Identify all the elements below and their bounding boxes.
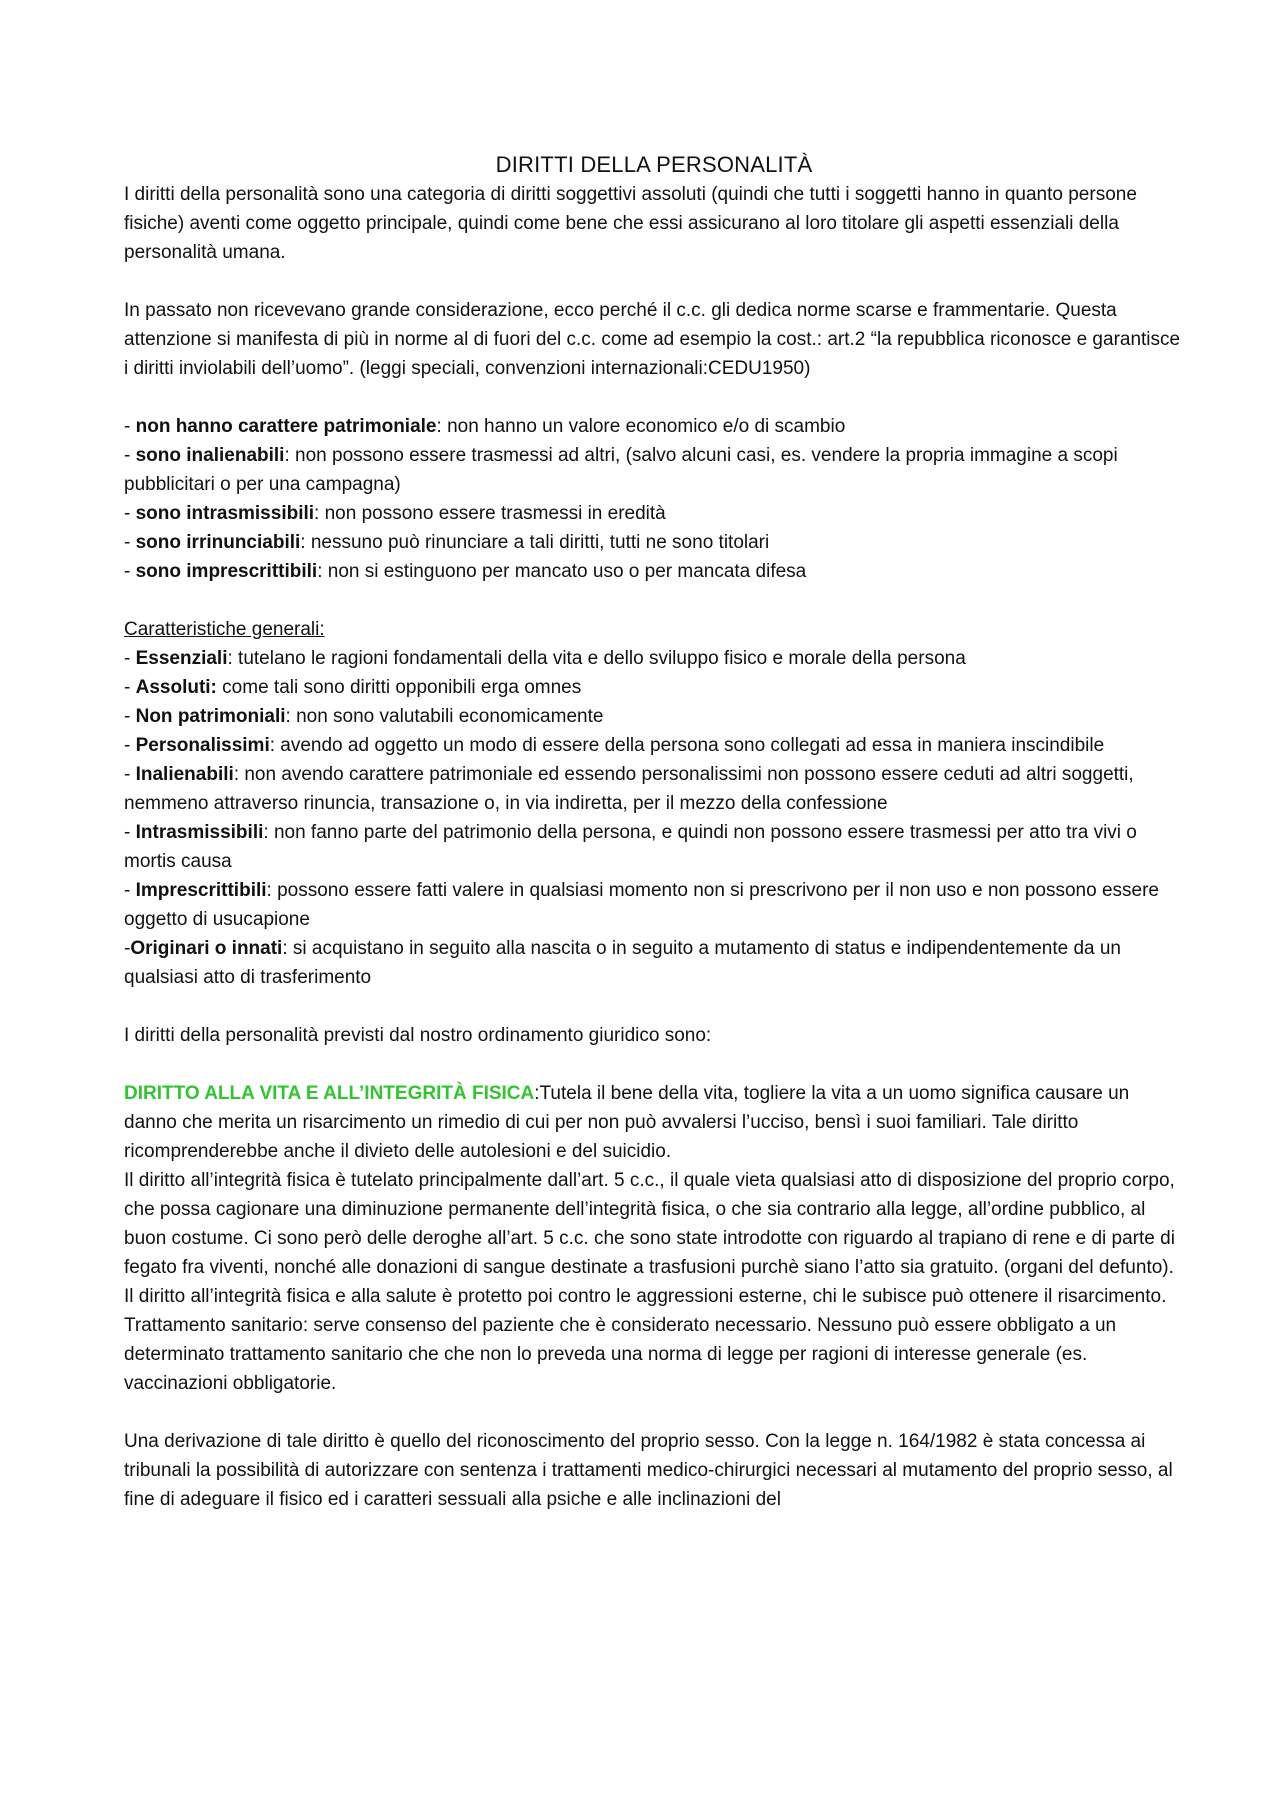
general-prefix: - [124, 880, 136, 901]
general-heading: Caratteristiche generali: [124, 619, 325, 640]
general-text: : avendo ad oggetto un modo di essere della persona sono collegati ad essa in maniera inscindibile [269, 735, 1105, 756]
right-life-paragraph-3: Il diritto all’integrità fisica e alla salute è protetto poi contro le aggressioni esterne, chi le subisce può ottenere il risarcimento. [124, 1286, 1167, 1307]
paragraph-gap [124, 383, 1184, 412]
general-item [124, 876, 1184, 934]
general-text: : si acquistano in seguito alla nascita o in seguito a mutamento di status e indipendentemente da un qualsiasi atto di trasferimento [124, 938, 1121, 988]
general-item [124, 934, 1184, 992]
feature-term: sono imprescrittibili [135, 561, 318, 582]
feature-text: : nessuno può rinunciare a tali diritti, tutti ne sono titolari [300, 532, 770, 553]
feature-term: non hanno carattere patrimoniale [135, 416, 437, 437]
paragraph-gap [124, 267, 1184, 296]
feature-term: sono irrinunciabili [135, 532, 301, 553]
feature-item [124, 412, 1184, 441]
general-term: Imprescrittibili [135, 880, 267, 901]
feature-prefix: - [124, 532, 136, 553]
general-prefix: - [124, 648, 136, 669]
general-text: come tali sono diritti opponibili erga omnes [216, 677, 582, 698]
right-life-heading: DIRITTO ALLA VITA E ALL’INTEGRITÀ FISICA [124, 1083, 535, 1104]
intro-paragraph: I diritti della personalità sono una categoria di diritti soggettivi assoluti (quindi che tutti i soggetti hanno in quanto persone fisiche) aventi come oggetto principale, quindi come bene che essi assicurano al loro titolare gli aspetti essenziali della personalità umana. [124, 184, 1137, 263]
feature-item [124, 557, 1184, 586]
feature-term: sono inalienabili [135, 445, 285, 466]
feature-text: : non hanno un valore economico e/o di scambio [436, 416, 846, 437]
right-life-text: :Tutela il bene della vita, togliere la vita a un uomo significa causare un danno che merita un risarcimento un rimedio di cui per non può avvalersi l’ucciso, bensì i suoi familiari. Tale diritto ricomprenderebbe anche il divieto delle autolesioni e del suicidio. [124, 1083, 1130, 1162]
general-text: : tutelano le ragioni fondamentali della vita e dello sviluppo fisico e morale della persona [227, 648, 966, 669]
feature-prefix: - [124, 445, 136, 466]
paragraph-gap [124, 992, 1184, 1021]
general-prefix: - [124, 822, 136, 843]
feature-text: : non si estinguono per mancato uso o per mancata difesa [317, 561, 807, 582]
general-item [124, 644, 1184, 673]
general-term: Non patrimoniali [135, 706, 286, 727]
list-intro-paragraph: I diritti della personalità previsti dal nostro ordinamento giuridico sono: [124, 1025, 712, 1046]
general-prefix: - [124, 938, 131, 959]
feature-item [124, 499, 1184, 528]
general-term: Essenziali [135, 648, 228, 669]
general-item [124, 760, 1184, 818]
general-prefix: - [124, 764, 136, 785]
feature-item [124, 528, 1184, 557]
feature-item [124, 441, 1184, 499]
right-life-paragraph-2: Il diritto all’integrità fisica è tutelato principalmente dall’art. 5 c.c., il quale vieta qualsiasi atto di disposizione del proprio corpo, che possa cagionare una diminuzione permanente dell’integrità fisica, o che sia contrario alla legge, all’ordine pubblico, al buon costume. Ci sono però delle deroghe all’art. 5 c.c. che sono state introdotte con riguardo al trapiano di rene e di parte di fegato fra viventi, nonché alle donazioni di sangue destinate a trasfusioni purchè siano l’atto sia gratuito. (organi del defunto). [124, 1170, 1175, 1278]
general-term: Personalissimi [135, 735, 270, 756]
feature-text: : non possono essere trasmessi ad altri, (salvo alcuni casi, es. vendere la propria immagine a scopi pubblicitari o per una campagna) [124, 445, 1118, 495]
right-life-paragraph-5: Una derivazione di tale diritto è quello del riconoscimento del proprio sesso. Con la legge n. 164/1982 è stata concessa ai tribunali la possibilità di autorizzare con sentenza i trattamenti medico-chirurgici necessari al mutamento del proprio sesso, al fine di adeguare il fisico ed i caratteri sessuali alla psiche e alle inclinazioni del [124, 1431, 1173, 1510]
feature-text: : non possono essere trasmessi in eredità [314, 503, 666, 524]
document-title: DIRITTI DELLA PERSONALITÀ [495, 152, 813, 177]
right-life-paragraph-4: Trattamento sanitario: serve consenso del paziente che è considerato necessario. Nessuno può essere obbligato a un determinato trattamento sanitario che che non lo preveda una norma di legge per ragioni di interesse generale (es. vaccinazioni obbligatorie. [124, 1315, 1117, 1394]
general-term: Intrasmissibili [135, 822, 264, 843]
paragraph-gap [124, 1050, 1184, 1079]
general-term: Assoluti: [135, 677, 217, 698]
feature-prefix: - [124, 561, 136, 582]
general-text: : possono essere fatti valere in qualsiasi momento non si prescrivono per il non uso e non possono essere oggetto di usucapione [124, 880, 1159, 930]
feature-prefix: - [124, 416, 136, 437]
general-item [124, 731, 1184, 760]
history-paragraph: In passato non ricevevano grande considerazione, ecco perché il c.c. gli dedica norme scarse e frammentarie. Questa attenzione si manifesta di più in norme al di fuori del c.c. come ad esempio la cost.: art.2 “la repubblica riconosce e garantisce i diritti inviolabili dell’uomo”. (leggi speciali, convenzioni internazionali:CEDU1950) [124, 300, 1181, 379]
general-prefix: - [124, 735, 136, 756]
general-prefix: - [124, 706, 136, 727]
paragraph-gap [124, 586, 1184, 615]
general-text: : non avendo carattere patrimoniale ed essendo personalissimi non possono essere ceduti ad altri soggetti, nemmeno attraverso rinuncia, transazione o, in via indiretta, per il mezzo della confessione [124, 764, 1134, 814]
features-list [124, 412, 1184, 586]
general-text: : non sono valutabili economicamente [285, 706, 604, 727]
general-item [124, 818, 1184, 876]
feature-prefix: - [124, 503, 136, 524]
feature-term: sono intrasmissibili [135, 503, 315, 524]
general-list [124, 644, 1184, 992]
document-page [124, 150, 1184, 1514]
general-prefix: - [124, 677, 136, 698]
general-term: Originari o innati [130, 938, 283, 959]
paragraph-gap [124, 1398, 1184, 1427]
general-item [124, 702, 1184, 731]
general-text: : non fanno parte del patrimonio della persona, e quindi non possono essere trasmessi per atto tra vivi o mortis causa [124, 822, 1137, 872]
general-item [124, 673, 1184, 702]
general-term: Inalienabili [135, 764, 234, 785]
right-life-paragraph [124, 1079, 1184, 1166]
